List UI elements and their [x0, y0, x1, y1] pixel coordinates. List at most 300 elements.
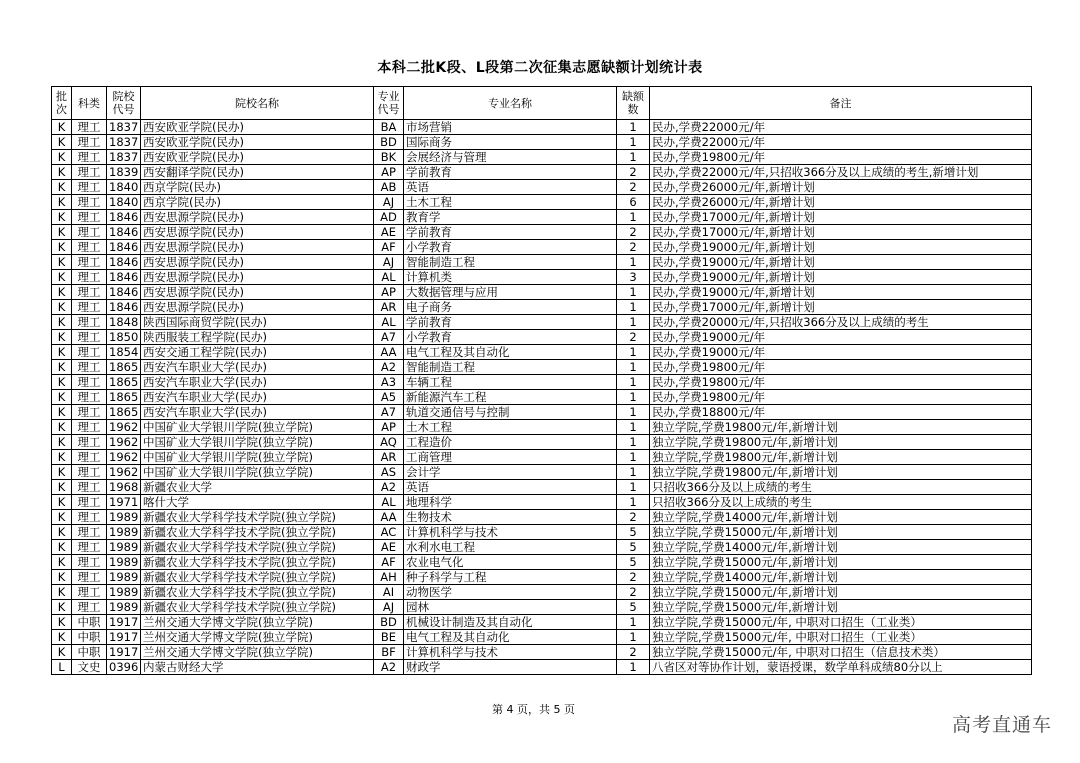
- cell-category: 理工: [72, 495, 107, 510]
- cell-vacancy: 1: [617, 435, 650, 450]
- table-row: [52, 165, 1032, 180]
- cell-note: 民办,学费19000元/年,新增计划: [650, 240, 1032, 255]
- cell-major-name: 生物技术: [404, 510, 617, 525]
- cell-category: 理工: [72, 555, 107, 570]
- table-row: [52, 300, 1032, 315]
- cell-note: 独立学院,学费15000元/年, 中职对口招生（信息技术类）: [650, 645, 1032, 660]
- cell-school-name: 新疆农业大学科学技术学院(独立学院): [141, 585, 374, 600]
- cell-category: 理工: [72, 540, 107, 555]
- cell-major-name: 教育学: [404, 210, 617, 225]
- cell-batch: K: [52, 615, 72, 630]
- cell-category: 理工: [72, 270, 107, 285]
- cell-vacancy: 1: [617, 420, 650, 435]
- cell-major-code: A5: [374, 390, 404, 405]
- cell-major-code: AH: [374, 570, 404, 585]
- cell-major-name: 英语: [404, 480, 617, 495]
- cell-major-name: 种子科学与工程: [404, 570, 617, 585]
- cell-note: 独立学院,学费15000元/年,新增计划: [650, 600, 1032, 615]
- header-category: 科类: [72, 87, 107, 120]
- cell-school-name: 新疆农业大学科学技术学院(独立学院): [141, 570, 374, 585]
- cell-vacancy: 1: [617, 360, 650, 375]
- cell-vacancy: 3: [617, 270, 650, 285]
- cell-vacancy: 1: [617, 135, 650, 150]
- cell-major-code: AJ: [374, 195, 404, 210]
- table-row: [52, 180, 1032, 195]
- cell-note: 独立学院,学费19800元/年,新增计划: [650, 420, 1032, 435]
- cell-batch: K: [52, 135, 72, 150]
- cell-category: 理工: [72, 240, 107, 255]
- cell-batch: K: [52, 570, 72, 585]
- table-row: [52, 150, 1032, 165]
- cell-category: 理工: [72, 390, 107, 405]
- cell-school-code: 1962: [107, 450, 141, 465]
- cell-major-name: 机械设计制造及其自动化: [404, 615, 617, 630]
- cell-school-name: 兰州交通大学博文学院(独立学院): [141, 615, 374, 630]
- cell-school-name: 西安汽车职业大学(民办): [141, 390, 374, 405]
- table-row: [52, 420, 1032, 435]
- cell-category: 理工: [72, 585, 107, 600]
- cell-category: 理工: [72, 300, 107, 315]
- cell-vacancy: 5: [617, 525, 650, 540]
- cell-school-code: 1848: [107, 315, 141, 330]
- cell-school-name: 新疆农业大学科学技术学院(独立学院): [141, 600, 374, 615]
- cell-school-code: 1917: [107, 615, 141, 630]
- cell-batch: K: [52, 270, 72, 285]
- cell-note: 民办,学费26000元/年,新增计划: [650, 180, 1032, 195]
- cell-school-name: 西京学院(民办): [141, 180, 374, 195]
- cell-category: 理工: [72, 285, 107, 300]
- table-row: [52, 210, 1032, 225]
- cell-major-name: 地理科学: [404, 495, 617, 510]
- cell-note: 独立学院,学费15000元/年, 中职对口招生（工业类）: [650, 630, 1032, 645]
- cell-batch: K: [52, 300, 72, 315]
- cell-major-code: A7: [374, 405, 404, 420]
- cell-school-name: 中国矿业大学银川学院(独立学院): [141, 465, 374, 480]
- cell-school-code: 1840: [107, 180, 141, 195]
- cell-vacancy: 2: [617, 180, 650, 195]
- cell-category: 中职: [72, 645, 107, 660]
- table-row: [52, 345, 1032, 360]
- cell-major-code: A7: [374, 330, 404, 345]
- cell-note: 独立学院,学费14000元/年,新增计划: [650, 510, 1032, 525]
- cell-major-name: 学前教育: [404, 315, 617, 330]
- cell-batch: K: [52, 420, 72, 435]
- cell-school-code: 1971: [107, 495, 141, 510]
- table-row: [52, 465, 1032, 480]
- cell-vacancy: 2: [617, 510, 650, 525]
- cell-note: 民办,学费19800元/年: [650, 375, 1032, 390]
- cell-school-name: 中国矿业大学银川学院(独立学院): [141, 450, 374, 465]
- cell-school-name: 中国矿业大学银川学院(独立学院): [141, 420, 374, 435]
- table-row: [52, 600, 1032, 615]
- cell-note: 民办,学费22000元/年,只招收366分及以上成绩的考生,新增计划: [650, 165, 1032, 180]
- cell-note: 民办,学费20000元/年,只招收366分及以上成绩的考生: [650, 315, 1032, 330]
- table-row: [52, 555, 1032, 570]
- cell-school-name: 西安汽车职业大学(民办): [141, 375, 374, 390]
- cell-major-name: 计算机科学与技术: [404, 645, 617, 660]
- table-row: [52, 195, 1032, 210]
- cell-batch: K: [52, 645, 72, 660]
- table-row: [52, 390, 1032, 405]
- cell-major-name: 新能源汽车工程: [404, 390, 617, 405]
- cell-category: 理工: [72, 480, 107, 495]
- table-row: [52, 480, 1032, 495]
- cell-major-code: AP: [374, 420, 404, 435]
- cell-batch: K: [52, 495, 72, 510]
- page-title: 本科二批K段、L段第二次征集志愿缺额计划统计表: [377, 60, 703, 76]
- cell-major-name: 国际商务: [404, 135, 617, 150]
- cell-school-code: 1837: [107, 150, 141, 165]
- cell-school-code: 1962: [107, 435, 141, 450]
- cell-major-code: BD: [374, 615, 404, 630]
- table-row: [52, 315, 1032, 330]
- table-row: [52, 435, 1032, 450]
- cell-vacancy: 2: [617, 585, 650, 600]
- cell-vacancy: 1: [617, 495, 650, 510]
- cell-category: 理工: [72, 120, 107, 135]
- cell-major-name: 小学教育: [404, 330, 617, 345]
- cell-school-name: 西京学院(民办): [141, 195, 374, 210]
- cell-school-code: 1839: [107, 165, 141, 180]
- cell-note: 独立学院,学费15000元/年,新增计划: [650, 525, 1032, 540]
- cell-school-code: 1962: [107, 465, 141, 480]
- cell-school-code: 1865: [107, 375, 141, 390]
- cell-major-code: A2: [374, 360, 404, 375]
- cell-batch: K: [52, 150, 72, 165]
- cell-school-name: 西安思源学院(民办): [141, 255, 374, 270]
- cell-category: 理工: [72, 135, 107, 150]
- table-row: [52, 645, 1032, 660]
- cell-major-name: 动物医学: [404, 585, 617, 600]
- cell-school-code: 1846: [107, 210, 141, 225]
- table-row: [52, 240, 1032, 255]
- cell-major-name: 电气工程及其自动化: [404, 345, 617, 360]
- cell-major-code: AL: [374, 315, 404, 330]
- header-note: 备注: [650, 87, 1032, 120]
- cell-note: 只招收366分及以上成绩的考生: [650, 495, 1032, 510]
- cell-major-code: AB: [374, 180, 404, 195]
- cell-school-name: 西安思源学院(民办): [141, 270, 374, 285]
- cell-batch: K: [52, 555, 72, 570]
- cell-major-code: AQ: [374, 435, 404, 450]
- cell-school-code: 1846: [107, 225, 141, 240]
- cell-vacancy: 2: [617, 225, 650, 240]
- cell-note: 独立学院,学费19800元/年,新增计划: [650, 435, 1032, 450]
- table-row: [52, 495, 1032, 510]
- cell-major-name: 车辆工程: [404, 375, 617, 390]
- cell-major-code: AD: [374, 210, 404, 225]
- table-row: [52, 270, 1032, 285]
- cell-category: 理工: [72, 450, 107, 465]
- cell-major-name: 会展经济与管理: [404, 150, 617, 165]
- cell-vacancy: 1: [617, 255, 650, 270]
- cell-school-name: 新疆农业大学科学技术学院(独立学院): [141, 555, 374, 570]
- cell-school-name: 西安思源学院(民办): [141, 210, 374, 225]
- header-major-code: 专业代号: [374, 87, 404, 120]
- cell-school-code: 1989: [107, 555, 141, 570]
- cell-category: 理工: [72, 315, 107, 330]
- cell-major-code: AP: [374, 285, 404, 300]
- cell-note: 只招收366分及以上成绩的考生: [650, 480, 1032, 495]
- cell-note: 民办,学费17000元/年,新增计划: [650, 225, 1032, 240]
- cell-vacancy: 1: [617, 390, 650, 405]
- cell-major-code: AI: [374, 585, 404, 600]
- cell-school-code: 1968: [107, 480, 141, 495]
- vacancy-plan-table: [51, 86, 1032, 675]
- cell-batch: K: [52, 465, 72, 480]
- header-school-name: 院校名称: [141, 87, 374, 120]
- cell-school-name: 新疆农业大学科学技术学院(独立学院): [141, 540, 374, 555]
- cell-batch: L: [52, 660, 72, 675]
- cell-category: 理工: [72, 600, 107, 615]
- cell-vacancy: 5: [617, 540, 650, 555]
- cell-batch: K: [52, 510, 72, 525]
- table-row: [52, 360, 1032, 375]
- cell-category: 中职: [72, 615, 107, 630]
- cell-batch: K: [52, 540, 72, 555]
- table-body: [52, 120, 1032, 675]
- cell-category: 文史: [72, 660, 107, 675]
- cell-batch: K: [52, 375, 72, 390]
- cell-school-name: 西安翻译学院(民办): [141, 165, 374, 180]
- cell-major-code: AL: [374, 270, 404, 285]
- cell-major-name: 园林: [404, 600, 617, 615]
- table-row: [52, 120, 1032, 135]
- cell-batch: K: [52, 330, 72, 345]
- cell-category: 理工: [72, 405, 107, 420]
- cell-major-code: BF: [374, 645, 404, 660]
- cell-major-name: 会计学: [404, 465, 617, 480]
- cell-school-code: 1837: [107, 135, 141, 150]
- cell-major-code: A3: [374, 375, 404, 390]
- cell-note: 民办,学费17000元/年,新增计划: [650, 300, 1032, 315]
- cell-major-code: A2: [374, 660, 404, 675]
- cell-school-code: 1989: [107, 510, 141, 525]
- cell-major-name: 电子商务: [404, 300, 617, 315]
- header-major-name: 专业名称: [404, 87, 617, 120]
- cell-note: 独立学院,学费19800元/年,新增计划: [650, 450, 1032, 465]
- cell-batch: K: [52, 480, 72, 495]
- cell-school-code: 1989: [107, 585, 141, 600]
- table-row: [52, 540, 1032, 555]
- cell-vacancy: 1: [617, 210, 650, 225]
- cell-school-code: 1846: [107, 240, 141, 255]
- cell-major-code: AR: [374, 300, 404, 315]
- cell-category: 理工: [72, 225, 107, 240]
- cell-major-code: AR: [374, 450, 404, 465]
- cell-batch: K: [52, 450, 72, 465]
- cell-note: 民办,学费19000元/年,新增计划: [650, 255, 1032, 270]
- cell-batch: K: [52, 630, 72, 645]
- cell-vacancy: 2: [617, 240, 650, 255]
- cell-note: 民办,学费19800元/年: [650, 150, 1032, 165]
- cell-category: 理工: [72, 375, 107, 390]
- cell-note: 独立学院,学费15000元/年,新增计划: [650, 555, 1032, 570]
- cell-note: 民办,学费17000元/年,新增计划: [650, 210, 1032, 225]
- cell-major-code: BD: [374, 135, 404, 150]
- cell-major-name: 小学教育: [404, 240, 617, 255]
- cell-batch: K: [52, 315, 72, 330]
- cell-school-name: 西安交通工程学院(民办): [141, 345, 374, 360]
- table-row: [52, 135, 1032, 150]
- cell-school-code: 1850: [107, 330, 141, 345]
- cell-note: 独立学院,学费15000元/年,新增计划: [650, 585, 1032, 600]
- cell-school-code: 1846: [107, 255, 141, 270]
- cell-category: 理工: [72, 195, 107, 210]
- cell-major-code: BE: [374, 630, 404, 645]
- header-vacancy: 缺额数: [617, 87, 650, 120]
- cell-school-name: 西安汽车职业大学(民办): [141, 360, 374, 375]
- cell-batch: K: [52, 180, 72, 195]
- table-row: [52, 525, 1032, 540]
- cell-batch: K: [52, 435, 72, 450]
- cell-note: 独立学院,学费14000元/年,新增计划: [650, 570, 1032, 585]
- cell-major-name: 工程造价: [404, 435, 617, 450]
- cell-category: 理工: [72, 420, 107, 435]
- cell-category: 理工: [72, 210, 107, 225]
- table-row: [52, 255, 1032, 270]
- cell-note: 民办,学费19000元/年: [650, 345, 1032, 360]
- cell-vacancy: 1: [617, 480, 650, 495]
- cell-major-code: AA: [374, 345, 404, 360]
- cell-major-name: 学前教育: [404, 165, 617, 180]
- cell-batch: K: [52, 390, 72, 405]
- cell-category: 理工: [72, 180, 107, 195]
- cell-school-code: 1865: [107, 360, 141, 375]
- cell-major-name: 学前教育: [404, 225, 617, 240]
- cell-major-name: 水利水电工程: [404, 540, 617, 555]
- cell-school-code: 1989: [107, 600, 141, 615]
- cell-note: 民办,学费18800元/年: [650, 405, 1032, 420]
- cell-vacancy: 1: [617, 465, 650, 480]
- cell-major-code: A2: [374, 480, 404, 495]
- cell-vacancy: 1: [617, 120, 650, 135]
- cell-vacancy: 1: [617, 405, 650, 420]
- cell-school-code: 1865: [107, 390, 141, 405]
- cell-vacancy: 1: [617, 345, 650, 360]
- cell-vacancy: 1: [617, 315, 650, 330]
- table-header-row: [52, 87, 1032, 120]
- cell-category: 理工: [72, 255, 107, 270]
- cell-major-code: AP: [374, 165, 404, 180]
- cell-note: 民办,学费19000元/年: [650, 330, 1032, 345]
- cell-batch: K: [52, 165, 72, 180]
- cell-major-name: 智能制造工程: [404, 255, 617, 270]
- cell-category: 理工: [72, 525, 107, 540]
- cell-note: 民办,学费22000元/年: [650, 120, 1032, 135]
- cell-vacancy: 1: [617, 285, 650, 300]
- cell-major-name: 计算机科学与技术: [404, 525, 617, 540]
- cell-major-name: 财政学: [404, 660, 617, 675]
- cell-major-code: BK: [374, 150, 404, 165]
- cell-batch: K: [52, 600, 72, 615]
- cell-major-name: 市场营销: [404, 120, 617, 135]
- cell-category: 理工: [72, 165, 107, 180]
- cell-school-name: 西安思源学院(民办): [141, 300, 374, 315]
- cell-school-name: 兰州交通大学博文学院(独立学院): [141, 630, 374, 645]
- cell-major-name: 电气工程及其自动化: [404, 630, 617, 645]
- cell-category: 理工: [72, 360, 107, 375]
- table-row: [52, 375, 1032, 390]
- cell-vacancy: 1: [617, 375, 650, 390]
- cell-school-name: 喀什大学: [141, 495, 374, 510]
- cell-school-code: 1989: [107, 540, 141, 555]
- cell-major-name: 计算机类: [404, 270, 617, 285]
- cell-batch: K: [52, 585, 72, 600]
- cell-school-name: 中国矿业大学银川学院(独立学院): [141, 435, 374, 450]
- cell-school-code: 1854: [107, 345, 141, 360]
- cell-major-code: AS: [374, 465, 404, 480]
- cell-major-name: 智能制造工程: [404, 360, 617, 375]
- cell-major-code: AJ: [374, 255, 404, 270]
- cell-school-name: 西安欧亚学院(民办): [141, 135, 374, 150]
- cell-school-name: 西安汽车职业大学(民办): [141, 405, 374, 420]
- cell-category: 理工: [72, 150, 107, 165]
- cell-note: 独立学院,学费14000元/年,新增计划: [650, 540, 1032, 555]
- header-batch: 批次: [52, 87, 72, 120]
- cell-batch: K: [52, 225, 72, 240]
- cell-school-code: 1917: [107, 645, 141, 660]
- cell-major-code: AE: [374, 225, 404, 240]
- cell-note: 民办,学费19800元/年: [650, 390, 1032, 405]
- cell-school-name: 西安欧亚学院(民办): [141, 150, 374, 165]
- cell-category: 中职: [72, 630, 107, 645]
- cell-major-code: AE: [374, 540, 404, 555]
- cell-batch: K: [52, 195, 72, 210]
- cell-school-code: 1989: [107, 570, 141, 585]
- cell-school-code: 0396: [107, 660, 141, 675]
- cell-note: 独立学院,学费15000元/年, 中职对口招生（工业类）: [650, 615, 1032, 630]
- cell-school-code: 1837: [107, 120, 141, 135]
- cell-batch: K: [52, 285, 72, 300]
- cell-note: 民办,学费22000元/年: [650, 135, 1032, 150]
- cell-school-name: 西安思源学院(民办): [141, 240, 374, 255]
- table-row: [52, 330, 1032, 345]
- cell-school-name: 陕西国际商贸学院(民办): [141, 315, 374, 330]
- cell-batch: K: [52, 345, 72, 360]
- table-row: [52, 285, 1032, 300]
- table-row: [52, 405, 1032, 420]
- table-row: [52, 630, 1032, 645]
- table-row: [52, 585, 1032, 600]
- cell-vacancy: 1: [617, 300, 650, 315]
- cell-note: 八省区对等协作计划，蒙语授课，数学单科成绩80分以上: [650, 660, 1032, 675]
- cell-major-code: AF: [374, 240, 404, 255]
- page-number: 第 4 页，共 5 页: [492, 703, 575, 716]
- cell-major-code: AC: [374, 525, 404, 540]
- cell-category: 理工: [72, 435, 107, 450]
- table-row: [52, 450, 1032, 465]
- cell-school-name: 西安欧亚学院(民办): [141, 120, 374, 135]
- cell-category: 理工: [72, 510, 107, 525]
- cell-school-name: 兰州交通大学博文学院(独立学院): [141, 645, 374, 660]
- cell-batch: K: [52, 255, 72, 270]
- cell-vacancy: 6: [617, 195, 650, 210]
- cell-batch: K: [52, 120, 72, 135]
- cell-vacancy: 2: [617, 570, 650, 585]
- cell-vacancy: 2: [617, 645, 650, 660]
- cell-category: 理工: [72, 570, 107, 585]
- cell-major-name: 土木工程: [404, 420, 617, 435]
- cell-school-code: 1865: [107, 405, 141, 420]
- table-row: [52, 615, 1032, 630]
- cell-note: 民办,学费26000元/年,新增计划: [650, 195, 1032, 210]
- cell-vacancy: 1: [617, 630, 650, 645]
- cell-note: 独立学院,学费19800元/年,新增计划: [650, 465, 1032, 480]
- cell-vacancy: 5: [617, 555, 650, 570]
- cell-note: 民办,学费19000元/年,新增计划: [650, 285, 1032, 300]
- cell-school-name: 新疆农业大学科学技术学院(独立学院): [141, 510, 374, 525]
